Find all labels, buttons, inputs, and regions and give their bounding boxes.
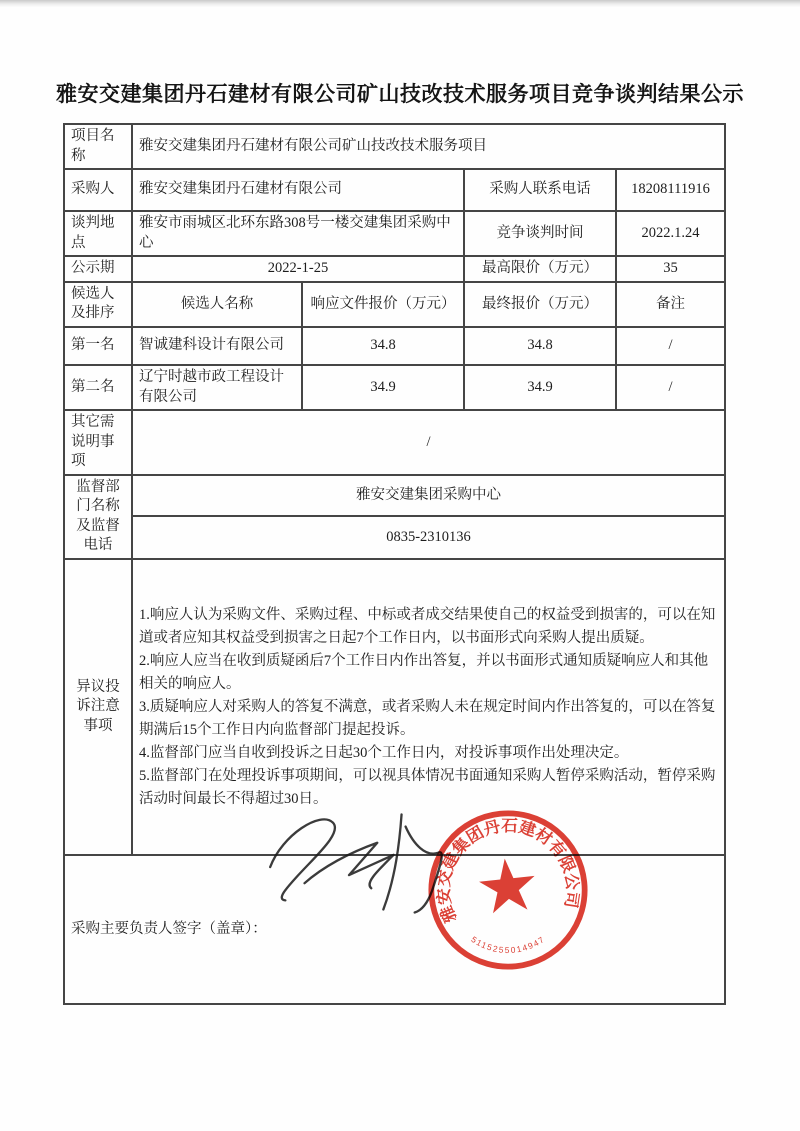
signature-label: 采购主要负责人签字（盖章）： — [71, 920, 267, 937]
other-notes-value: / — [132, 410, 725, 475]
negotiation-place-value: 雅安市雨城区北环东路308号一楼交建集团采购中心 — [132, 211, 464, 256]
objection-item-3: 3.质疑响应人对采购人的答复不满意，或者采购人未在规定时间内作出答复的，可以在答复期满后15个工作日内向监督部门提起投诉。 — [139, 698, 716, 738]
candidate-2-doc-price: 34.9 — [302, 365, 464, 410]
price-cap-value: 35 — [616, 256, 725, 282]
candidate-1-doc-price: 34.8 — [302, 327, 464, 365]
row-supervision-dept — [64, 475, 725, 517]
col-header-name: 候选人名称 — [132, 282, 302, 327]
page-title: 雅安交建集团丹石建材有限公司矿山技改技术服务项目竞争谈判结果公示 — [56, 83, 744, 106]
candidate-2-remark: / — [616, 365, 725, 410]
project-label: 项目名称 — [64, 124, 132, 169]
row-objection — [64, 559, 725, 855]
purchaser-phone-label: 采购人联系电话 — [464, 169, 616, 211]
candidate-2-name: 辽宁时越市政工程设计有限公司 — [132, 365, 302, 410]
negotiation-time-value: 2022.1.24 — [616, 211, 725, 256]
negotiation-time-label: 竞争谈判时间 — [464, 211, 616, 256]
row-project — [64, 124, 725, 169]
col-header-final-price: 最终报价（万元） — [464, 282, 616, 327]
row-publicity — [64, 256, 725, 282]
negotiation-place-label: 谈判地点 — [64, 211, 132, 256]
candidate-1-remark: / — [616, 327, 725, 365]
objection-item-5: 5.监督部门在处理投诉事项期间，可以视具体情况书面通知采购人暂停采购活动，暂停采购活动时间最长不得超过30日。 — [139, 767, 716, 807]
col-header-remark: 备注 — [616, 282, 725, 327]
scan-edge — [0, 0, 800, 7]
objection-item-4: 4.监督部门应当自收到投诉之日起30个工作日内，对投诉事项作出处理决定。 — [139, 744, 629, 761]
row-purchaser — [64, 169, 725, 211]
purchaser-phone-value: 18208111916 — [616, 169, 725, 211]
publicity-label: 公示期 — [64, 256, 132, 282]
signature-cell — [64, 855, 725, 1004]
rank-1-label: 第一名 — [64, 327, 132, 365]
supervision-phone-value: 0835-2310136 — [132, 516, 725, 559]
supervision-label: 监督部门名称及监督电话 — [64, 475, 132, 559]
row-negotiation — [64, 211, 725, 256]
candidate-1-final-price: 34.8 — [464, 327, 616, 365]
supervision-dept-value: 雅安交建集团采购中心 — [132, 475, 725, 517]
publicity-value: 2022-1-25 — [132, 256, 464, 282]
project-value: 雅安交建集团丹石建材有限公司矿山技改技术服务项目 — [132, 124, 725, 169]
row-signature — [64, 855, 725, 1004]
col-header-doc-price: 响应文件报价（万元） — [302, 282, 464, 327]
purchaser-value: 雅安交建集团丹石建材有限公司 — [132, 169, 464, 211]
notice-table — [63, 123, 726, 1005]
row-other-notes — [64, 410, 725, 475]
candidates-label: 候选人及排序 — [64, 282, 132, 327]
objection-text — [132, 559, 725, 855]
row-supervision-phone — [64, 516, 725, 559]
candidate-row-2 — [64, 365, 725, 410]
row-candidates-header — [64, 282, 725, 327]
other-notes-label: 其它需说明事项 — [64, 410, 132, 475]
candidate-2-final-price: 34.9 — [464, 365, 616, 410]
objection-item-2: 2.响应人应当在收到质疑函后7个工作日内作出答复，并以书面形式通知质疑响应人和其他相关的响应人。 — [139, 652, 709, 692]
price-cap-label: 最高限价（万元） — [464, 256, 616, 282]
candidate-1-name: 智诚建科设计有限公司 — [132, 327, 302, 365]
objection-item-1: 1.响应人认为采购文件、采购过程、中标或者成交结果使自己的权益受到损害的，可以在知道或者应知其权益受到损害之日起7个工作日内，以书面形式向采购人提出质疑。 — [139, 606, 716, 646]
purchaser-label: 采购人 — [64, 169, 132, 211]
seal-company-text: 雅安交建集团丹石建材有限公司 — [434, 817, 582, 926]
rank-2-label: 第二名 — [64, 365, 132, 410]
candidate-row-1 — [64, 327, 725, 365]
seal-serial-text: 5115255014947 — [469, 933, 547, 955]
objection-label: 异议投诉注意事项 — [64, 559, 132, 855]
